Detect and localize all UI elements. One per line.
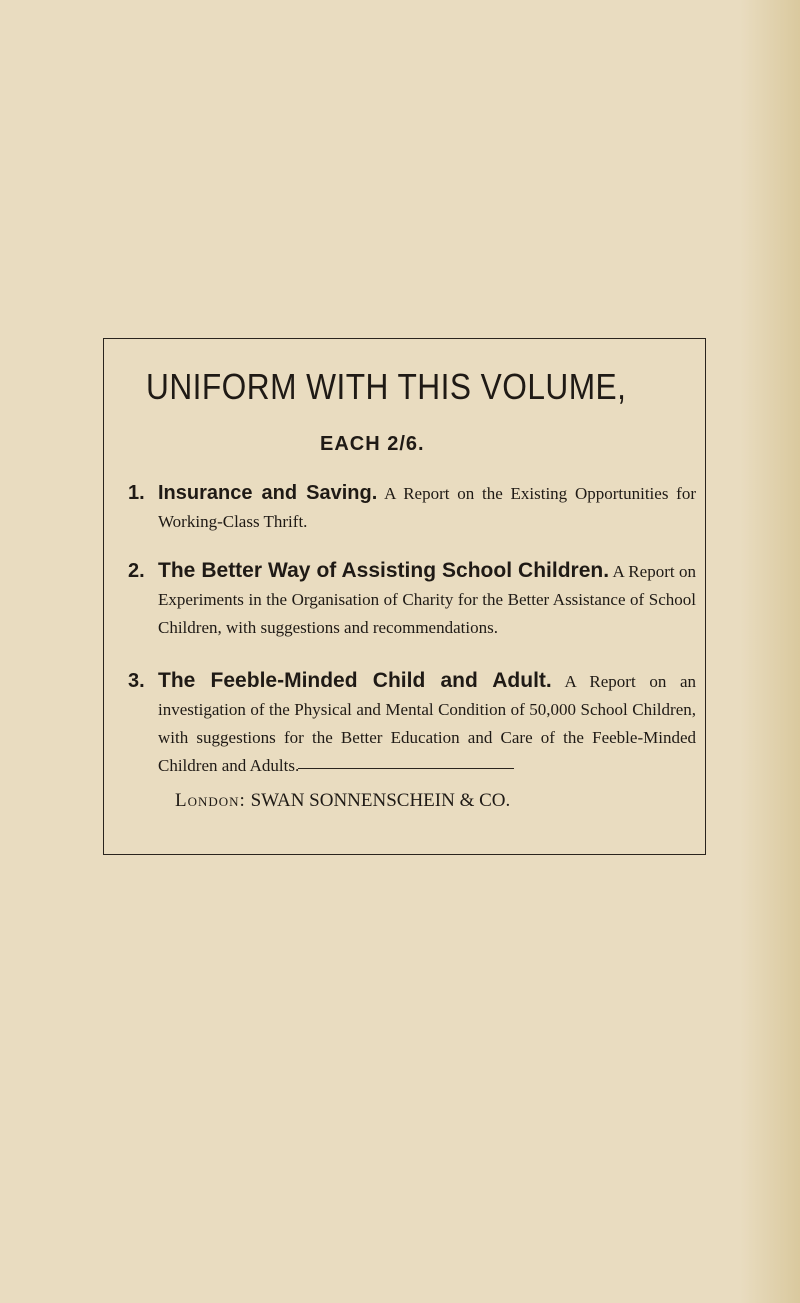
divider: [298, 768, 514, 769]
entry-title: The Better Way of Assisting School Children.: [158, 559, 610, 582]
entry-description: A Report on an investigation of the Physical and Mental Condition of 50,000 School Children, with suggestions for the Better Education and Care of the Feeble-Minded Children and Adults.: [158, 672, 697, 775]
publisher-imprint: [175, 790, 510, 812]
imprint-place: London:: [175, 790, 246, 811]
list-item: [128, 557, 696, 642]
page-edge-shadow: [740, 0, 800, 1303]
imprint-publisher: SWAN SONNENSCHEIN & CO.: [250, 790, 511, 811]
notice-title: UNIFORM WITH THIS VOLUME,: [146, 366, 627, 407]
entry-number: 1.: [128, 482, 145, 504]
entry-description: A Report on the Existing Opportunities for Working-Class Thrift.: [158, 484, 697, 531]
entry-description: A Report on Experiments in the Organisation of Charity for the Better Assistance of School Children, with suggestions and recommendations.: [158, 562, 697, 637]
entry-number: 3.: [128, 670, 145, 692]
notice-price: EACH 2/6.: [320, 433, 425, 455]
entry-title: The Feeble-Minded Child and Adult.: [158, 669, 552, 692]
entry-number: 2.: [128, 560, 145, 582]
list-item: [128, 479, 696, 536]
list-item: [128, 667, 696, 780]
entry-title: Insurance and Saving.: [158, 482, 378, 504]
